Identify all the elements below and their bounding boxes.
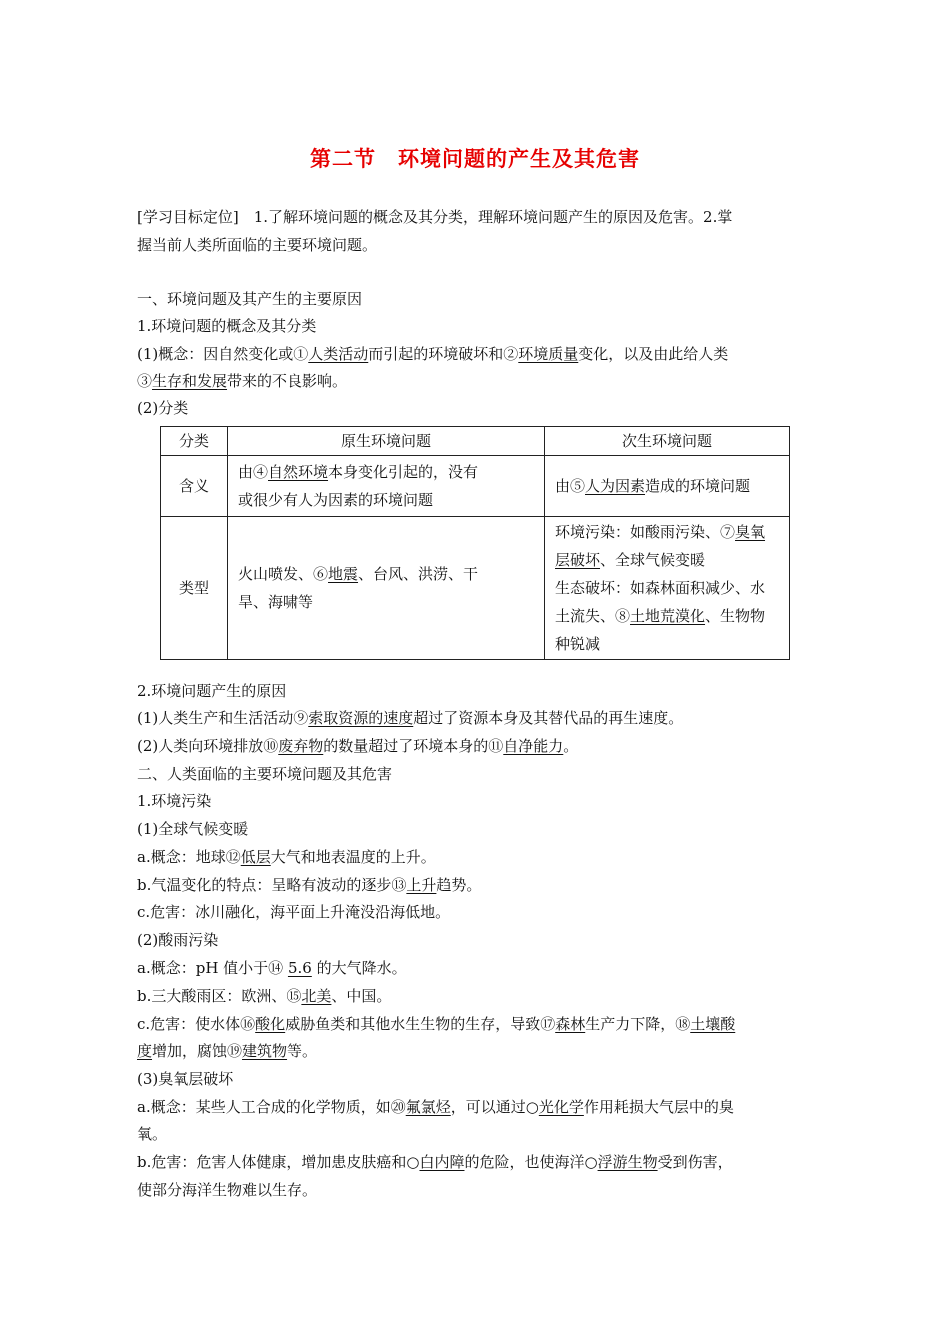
row-label: 含义: [161, 456, 228, 517]
section1-heading: 一、环境问题及其产生的主要原因: [137, 290, 363, 308]
acid-rain-harm-line2: 度增加，腐蚀⑲建筑物等。: [137, 1042, 318, 1060]
page-title: 第二节 环境问题的产生及其危害: [310, 147, 640, 171]
warming-harm: c.危害：冰川融化，海平面上升淹没沿海低地。: [137, 903, 451, 921]
table-header-cell: 次生环境问题: [545, 427, 790, 456]
warming-heading: (1)全球气候变暖: [137, 820, 249, 838]
table-cell: 由④自然环境本身变化引起的，没有 或很少有人为因素的环境问题: [228, 456, 545, 517]
warming-concept: a.概念：地球⑫低层大气和地表温度的上升。: [137, 848, 436, 866]
subsection-pollution-heading: 1.环境污染: [137, 792, 212, 810]
ozone-heading: (3)臭氧层破坏: [137, 1070, 234, 1088]
table-cell: 火山喷发、⑥地震、台风、洪涝、干 旱、海啸等: [228, 517, 545, 660]
table-header-cell: 分类: [161, 427, 228, 456]
table-header-cell: 原生环境问题: [228, 427, 545, 456]
row-label: 类型: [161, 517, 228, 660]
acid-rain-regions: b.三大酸雨区：欧洲、⑮北美、中国。: [137, 987, 392, 1005]
cause-line1: (1)人类生产和生活活动⑨索取资源的速度超过了资源本身及其替代品的再生速度。: [137, 709, 684, 727]
ozone-harm-line2: 使部分海洋生物难以生存。: [137, 1181, 318, 1199]
ozone-harm-line1: b.危害：危害人体健康，增加患皮肤癌和○白内障的危险，也使海洋○浮游生物受到伤害，: [137, 1153, 733, 1171]
classification-table: [160, 426, 790, 660]
acid-rain-harm-line1: c.危害：使水体⑯酸化威胁鱼类和其他水生生物的生存，导致⑰森林生产力下降，⑱土壤酸: [137, 1015, 736, 1033]
cause-line2: (2)人类向环境排放⑩废弃物的数量超过了环境本身的⑪自净能力。: [137, 737, 579, 755]
concept-line2: ③生存和发展带来的不良影响。: [137, 372, 348, 390]
subsection-causes-heading: 2.环境问题产生的原因: [137, 682, 287, 700]
concept-line1: (1)概念：因自然变化或①人类活动而引起的环境破坏和②环境质量变化，以及由此给人类: [137, 345, 729, 363]
table-cell: 环境污染：如酸雨污染、⑦臭氧 层破坏、全球气候变暖 生态破坏：如森林面积减少、水 土流失、⑧土地荒漠化、生物物 种锐减: [545, 517, 790, 660]
subsection-concept-heading: 1.环境问题的概念及其分类: [137, 317, 317, 335]
classification-heading: (2)分类: [137, 399, 189, 417]
table-cell: 由⑤人为因素造成的环境问题: [545, 456, 790, 517]
section2-heading: 二、人类面临的主要环境问题及其危害: [137, 765, 393, 783]
table-header-row: [161, 427, 790, 456]
learning-objectives-line1: [学习目标定位] 1.了解环境问题的概念及其分类，理解环境问题产生的原因及危害。2.掌: [137, 208, 733, 226]
acid-rain-heading: (2)酸雨污染: [137, 931, 219, 949]
warming-trend: b.气温变化的特点：呈略有波动的逐步⑬上升趋势。: [137, 876, 482, 894]
ozone-concept-line1: a.概念：某些人工合成的化学物质，如⑳氟氯烃，可以通过○光化学作用耗损大气层中的臭: [137, 1098, 734, 1116]
table-row: [161, 517, 790, 660]
table-row: [161, 456, 790, 517]
ozone-concept-line2: 氧。: [137, 1125, 168, 1143]
learning-objectives-line2: 握当前人类所面临的主要环境问题。: [137, 236, 378, 254]
acid-rain-concept: a.概念：pH 值小于⑭ 5.6 的大气降水。: [137, 959, 407, 977]
